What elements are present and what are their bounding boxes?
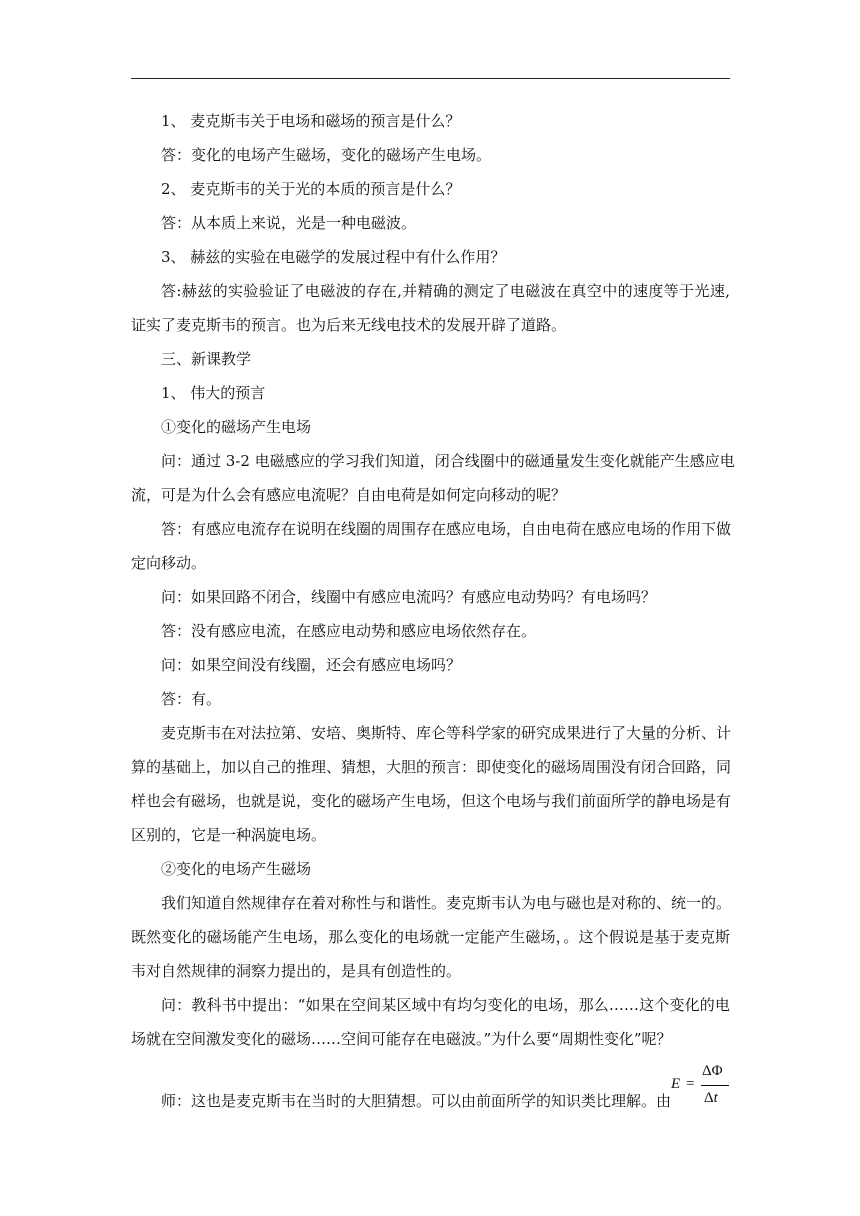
answer-6: 答：有。 (161, 690, 222, 708)
question-5: 问：如果回路不闭合，线圈中有感应电流吗？有感应电动势吗？有电场吗？ (161, 588, 657, 606)
question-4-line-1: 问：通过 3-2 电磁感应的学习我们知道，闭合线圈中的磁通量发生变化就能产生感应电 (161, 452, 735, 470)
formula-lhs: E (671, 1076, 681, 1092)
formula-denominator (704, 1090, 718, 1107)
emf-formula (668, 1061, 730, 1111)
section-heading: 三、新课教学 (161, 350, 252, 368)
question-6: 问：如果空间没有线圈，还会有感应电场吗？ (161, 656, 462, 674)
paragraph-2-line-3: 韦对自然规律的洞察力提出的，是具有创造性的。 (131, 962, 462, 980)
formula-denominator-var: t (713, 1090, 718, 1106)
question-3: 3、 赫兹的实验在电磁学的发展过程中有什么作用？ (161, 248, 506, 266)
question-2: 2、 麦克斯韦的关于光的本质的预言是什么？ (161, 180, 461, 198)
topic-heading-2: ②变化的电场产生磁场 (161, 860, 312, 878)
answer-3-line-1: 答:赫兹的实验验证了电磁波的存在,并精确的测定了电磁波在真空中的速度等于光速, (161, 282, 730, 300)
formula-equals: = (686, 1076, 695, 1092)
paragraph-1-line-4: 区别的，它是一种涡旋电场。 (131, 826, 327, 844)
answer-4-line-1: 答：有感应电流存在说明在线圈的周围存在感应电场，自由电荷在感应电场的作用下做 (161, 520, 732, 538)
teacher-line: 师：这也是麦克斯韦在当时的大胆猜想。可以由前面所学的知识类比理解。由 (161, 1092, 672, 1110)
header-rule (131, 78, 730, 79)
fraction-bar (701, 1085, 729, 1086)
question-7-line-1: 问：教科书中提出：“如果在空间某区域中有均匀变化的电场，那么……这个变化的电 (161, 996, 730, 1014)
paragraph-1-line-1: 麦克斯韦在对法拉第、安培、奥斯特、库仑等科学家的研究成果进行了大量的分析、计 (161, 724, 732, 742)
paragraph-2-line-1: 我们知道自然规律存在着对称性与和谐性。麦克斯韦认为电与磁也是对称的、统一的。 (161, 894, 732, 912)
paragraph-1-line-3: 样也会有磁场，也就是说，变化的磁场产生电场，但这个电场与我们前面所学的静电场是有 (131, 792, 732, 810)
paragraph-2-line-2: 既然变化的磁场能产生电场，那么变化的电场就一定能产生磁场，。这个假说是基于麦克斯 (131, 928, 730, 946)
subsection-heading: 1、 伟大的预言 (161, 384, 266, 402)
paragraph-1-line-2: 算的基础上，加以自己的推理、猜想，大胆的预言：即使变化的磁场周围没有闭合回路，同 (131, 758, 732, 776)
topic-heading-1: ①变化的磁场产生电场 (161, 418, 312, 436)
formula-denominator-delta: Δ (704, 1090, 714, 1106)
answer-3-line-2: 证实了麦克斯韦的预言。也为后来无线电技术的发展开辟了道路。 (131, 316, 567, 334)
formula-numerator: ΔΦ (702, 1063, 723, 1079)
answer-4-line-2: 定向移动。 (131, 554, 207, 572)
answer-5: 答：没有感应电流，在感应电动势和感应电场依然存在。 (161, 622, 537, 640)
question-4-line-2: 流，可是为什么会有感应电流呢？自由电荷是如何定向移动的呢？ (131, 486, 567, 504)
question-1: 1、 麦克斯韦关于电场和磁场的预言是什么？ (161, 112, 461, 130)
question-7-line-2: 场就在空间激发变化的磁场……空间可能存在电磁波。”为什么要“周期性变化”呢？ (131, 1030, 672, 1048)
answer-1: 答：变化的电场产生磁场，变化的磁场产生电场。 (161, 146, 492, 164)
answer-2: 答：从本质上来说，光是一种电磁波。 (161, 214, 417, 232)
